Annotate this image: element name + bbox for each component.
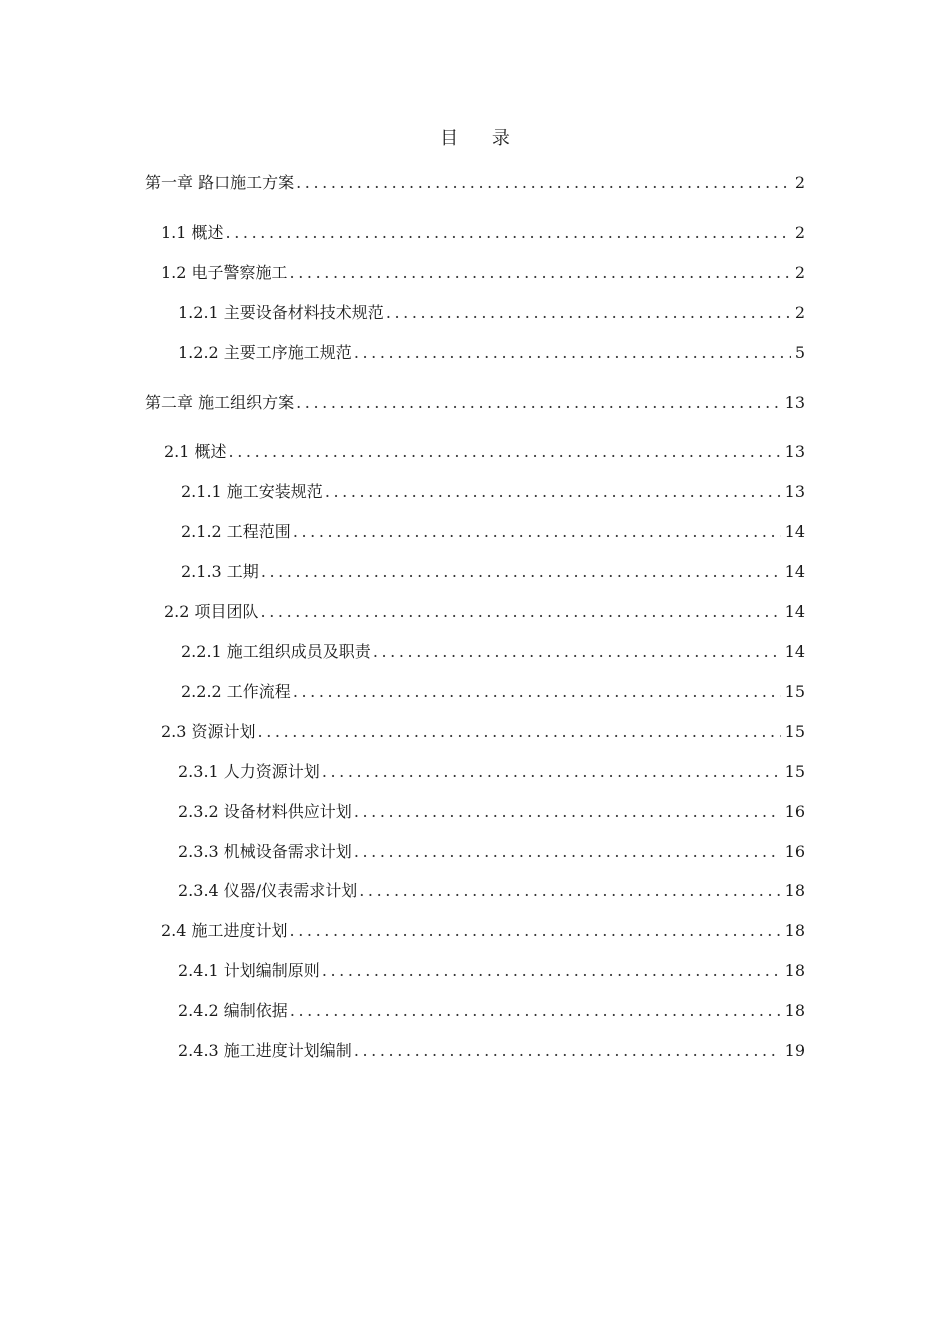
dot-leader: [293, 520, 781, 544]
toc-entry-label: 2.3.3 机械设备需求计划: [178, 842, 352, 861]
dot-leader: [325, 480, 781, 504]
toc-entry-2-2[interactable]: [164, 600, 805, 624]
toc-entry-1-2-1[interactable]: [178, 301, 805, 325]
toc-entry-2-4-3[interactable]: [178, 1039, 805, 1063]
dot-leader: [290, 999, 781, 1023]
toc-entry-label: 2.4.2 编制依据: [178, 1001, 288, 1020]
toc-entry-page: 18: [784, 961, 805, 980]
toc-entry-page: 2: [794, 223, 805, 242]
toc-entry-label: 2.4.1 计划编制原则: [178, 961, 320, 980]
toc-entry-2-3-2[interactable]: [178, 800, 805, 824]
dot-leader: [261, 600, 781, 624]
toc-entry-label: 1.2.1 主要设备材料技术规范: [178, 303, 384, 322]
toc-entry-label: 2.2 项目团队: [164, 602, 259, 621]
dot-leader: [386, 301, 791, 325]
toc-entry-label: 2.1.2 工程范围: [181, 522, 291, 541]
toc-entry-page: 15: [784, 682, 805, 701]
toc-entry-label: 2.3.1 人力资源计划: [178, 762, 320, 781]
toc-entry-page: 5: [794, 343, 805, 362]
toc-entry-page: 18: [784, 881, 805, 900]
dot-leader: [293, 680, 781, 704]
toc-entry-2-4-1[interactable]: [178, 959, 805, 983]
toc-entry-page: 16: [784, 802, 805, 821]
dot-leader: [322, 760, 781, 784]
toc-entry-page: 15: [784, 762, 805, 781]
toc-entry-2-1-1[interactable]: [181, 480, 805, 504]
toc-entry-page: 13: [784, 442, 805, 461]
toc-entry-2-3[interactable]: [161, 720, 805, 744]
dot-leader: [290, 919, 781, 943]
toc-entry-page: 19: [784, 1041, 805, 1060]
toc-entry-page: 14: [784, 522, 805, 541]
toc-entry-label: 2.2.2 工作流程: [181, 682, 291, 701]
toc-entry-label: 2.3 资源计划: [161, 722, 256, 741]
toc-entry-page: 14: [784, 562, 805, 581]
toc-entry-label: 2.1 概述: [164, 442, 227, 461]
toc-entry-page: 2: [794, 173, 805, 192]
toc-entry-page: 18: [784, 1001, 805, 1020]
dot-leader: [354, 840, 781, 864]
toc-entry-2-3-4[interactable]: [178, 879, 805, 903]
toc-entry-label: 1.2 电子警察施工: [161, 263, 288, 282]
dot-leader: [226, 221, 791, 245]
toc-entry-label: 2.2.1 施工组织成员及职责: [181, 642, 371, 661]
dot-leader: [322, 959, 781, 983]
toc-entry-label: 2.1.1 施工安装规范: [181, 482, 323, 501]
dot-leader: [296, 391, 781, 415]
toc-entry-1-1[interactable]: [161, 221, 805, 245]
dot-leader: [258, 720, 781, 744]
toc-entry-label: 1.1 概述: [161, 223, 224, 242]
toc-entry-page: 13: [784, 482, 805, 501]
dot-leader: [359, 879, 780, 903]
toc-entry-2-2-2[interactable]: [181, 680, 805, 704]
dot-leader: [354, 800, 781, 824]
toc-entry-label: 2.1.3 工期: [181, 562, 259, 581]
toc-entry-page: 14: [784, 642, 805, 661]
toc-entry-page: 14: [784, 602, 805, 621]
dot-leader: [373, 640, 781, 664]
toc-entry-label: 2.4.3 施工进度计划编制: [178, 1041, 352, 1060]
toc-entry-chapter-2[interactable]: [145, 391, 805, 415]
dot-leader: [296, 171, 791, 195]
toc-entry-2-3-1[interactable]: [178, 760, 805, 784]
toc-entry-label: 1.2.2 主要工序施工规范: [178, 343, 352, 362]
dot-leader: [354, 1039, 781, 1063]
toc-entry-2-1-3[interactable]: [181, 560, 805, 584]
toc-entry-page: 16: [784, 842, 805, 861]
toc-entry-label: 2.3.2 设备材料供应计划: [178, 802, 352, 821]
toc-entry-page: 13: [784, 393, 805, 412]
toc-entry-page: 18: [784, 921, 805, 940]
toc-entry-label: 2.3.4 仪器/仪表需求计划: [178, 881, 358, 900]
dot-leader: [290, 261, 791, 285]
toc-entry-2-1-2[interactable]: [181, 520, 805, 544]
toc-entry-chapter-1[interactable]: [145, 171, 805, 195]
toc-entry-2-1[interactable]: [164, 440, 805, 464]
toc-title: 目 录: [440, 128, 524, 149]
toc-entry-2-4-2[interactable]: [178, 999, 805, 1023]
dot-leader: [261, 560, 781, 584]
toc-entry-label: 第一章 路口施工方案: [145, 173, 295, 192]
toc-entry-2-4[interactable]: [161, 919, 805, 943]
toc-entry-label: 第二章 施工组织方案: [145, 393, 295, 412]
toc-entry-1-2[interactable]: [161, 261, 805, 285]
toc-entry-page: 15: [784, 722, 805, 741]
dot-leader: [354, 341, 791, 365]
dot-leader: [229, 440, 781, 464]
toc-entry-2-2-1[interactable]: [181, 640, 805, 664]
toc-entry-page: 2: [794, 303, 805, 322]
toc-entry-page: 2: [794, 263, 805, 282]
toc-entry-2-3-3[interactable]: [178, 840, 805, 864]
toc-entry-1-2-2[interactable]: [178, 341, 805, 365]
toc-entry-label: 2.4 施工进度计划: [161, 921, 288, 940]
